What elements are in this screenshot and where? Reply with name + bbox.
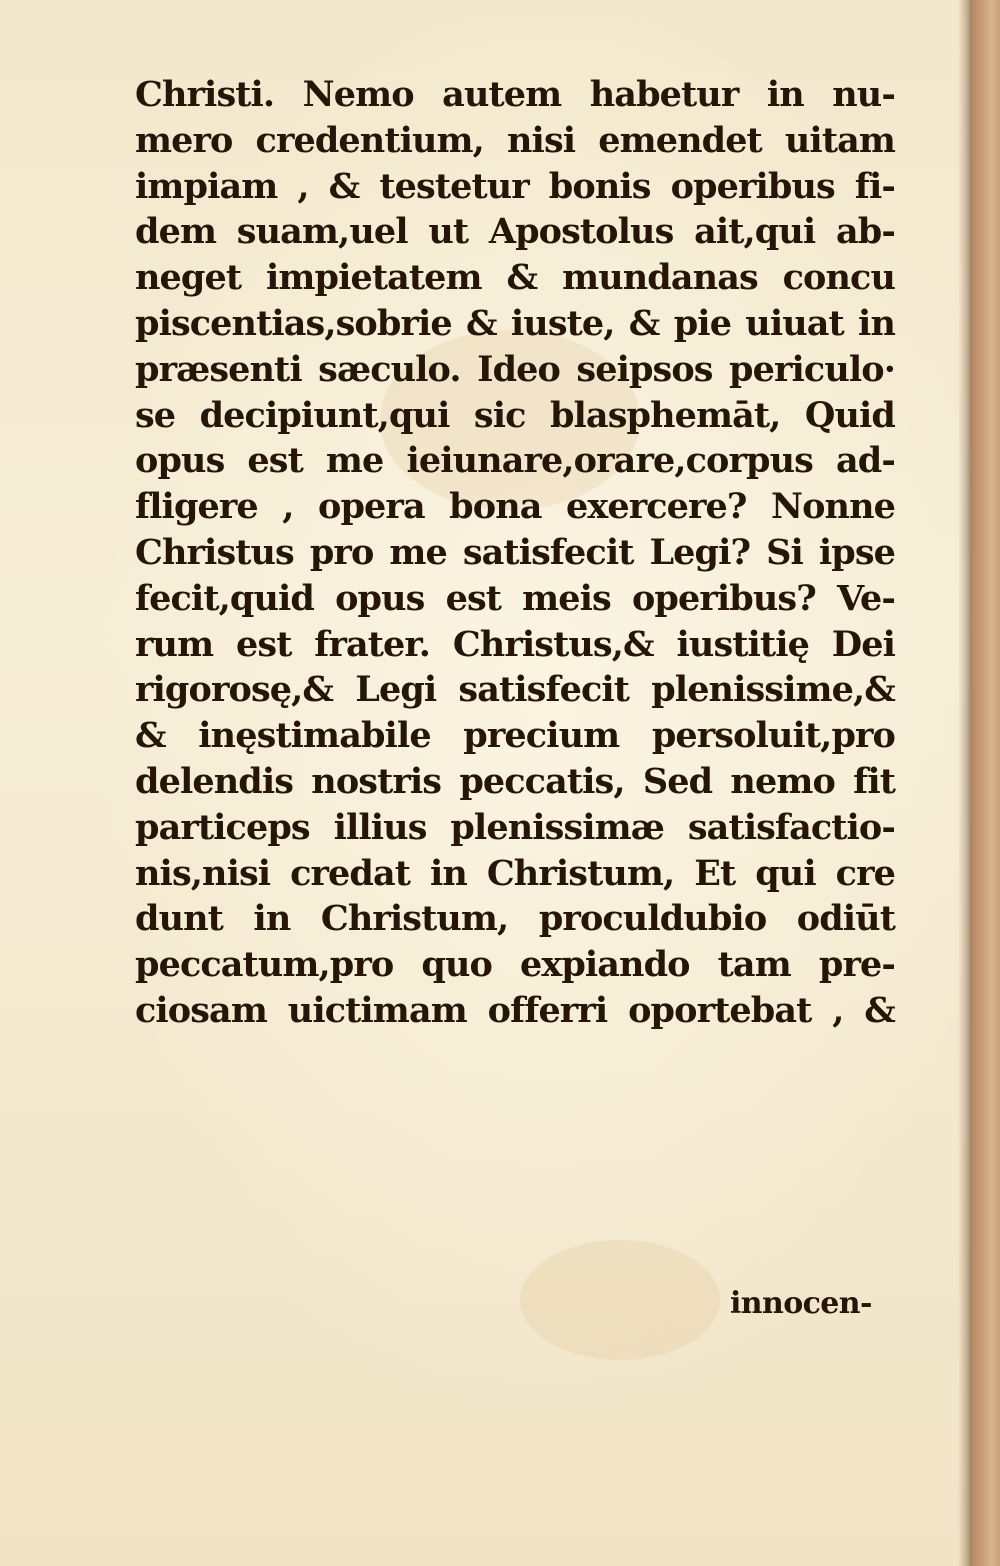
text-line: opus est me ieiunare,orare,corpus ad- (135, 440, 895, 482)
text-line: dunt in Christum, proculdubio odiūt (135, 898, 895, 940)
text-line: nis,nisi credat in Christum, Et qui cre (135, 852, 895, 894)
text-line: & inęstimabile precium persoluit,pro (135, 715, 895, 757)
text-line: rigorosę,& Legi satisfecit plenissime,& (135, 669, 895, 711)
text-line: fligere , opera bona exercere? Nonne (135, 486, 895, 528)
text-line: Christus pro me satisfecit Legi? Si ipse (135, 531, 895, 573)
page-text (135, 72, 895, 1034)
text-line: dem suam,uel ut Apostolus ait,qui ab- (135, 211, 895, 253)
text-line: mero credentium, nisi emendet uitam (135, 119, 895, 161)
text-line: impiam , & testetur bonis operibus fi- (135, 165, 895, 207)
text-line: fecit,quid opus est meis operibus? Ve- (135, 577, 895, 619)
text-line: præsenti sæculo. Ideo seipsos periculo· (135, 348, 895, 390)
text-line: delendis nostris peccatis, Sed nemo fit (135, 760, 895, 802)
text-line: peccatum,pro quo expiando tam pre- (135, 944, 895, 986)
text-line: neget impietatem & mundanas concu (135, 257, 895, 299)
text-line: piscentias,sobrie & iuste, & pie uiuat in (135, 302, 895, 344)
adjacent-page-edge (972, 0, 1000, 1566)
page-gutter-shadow (958, 0, 972, 1566)
paper-stain (520, 1240, 720, 1360)
catchword: innocen- (730, 1286, 872, 1321)
text-line: Christi. Nemo autem habetur in nu- (135, 74, 895, 115)
text-line: particeps illius plenissimæ satisfactio- (135, 806, 895, 848)
text-line: se decipiunt,qui sic blasphemāt, Quid (135, 394, 895, 436)
text-line: rum est frater. Christus,& iustitię Dei (135, 623, 895, 665)
text-line: ciosam uictimam offerri oportebat , & (135, 989, 895, 1031)
